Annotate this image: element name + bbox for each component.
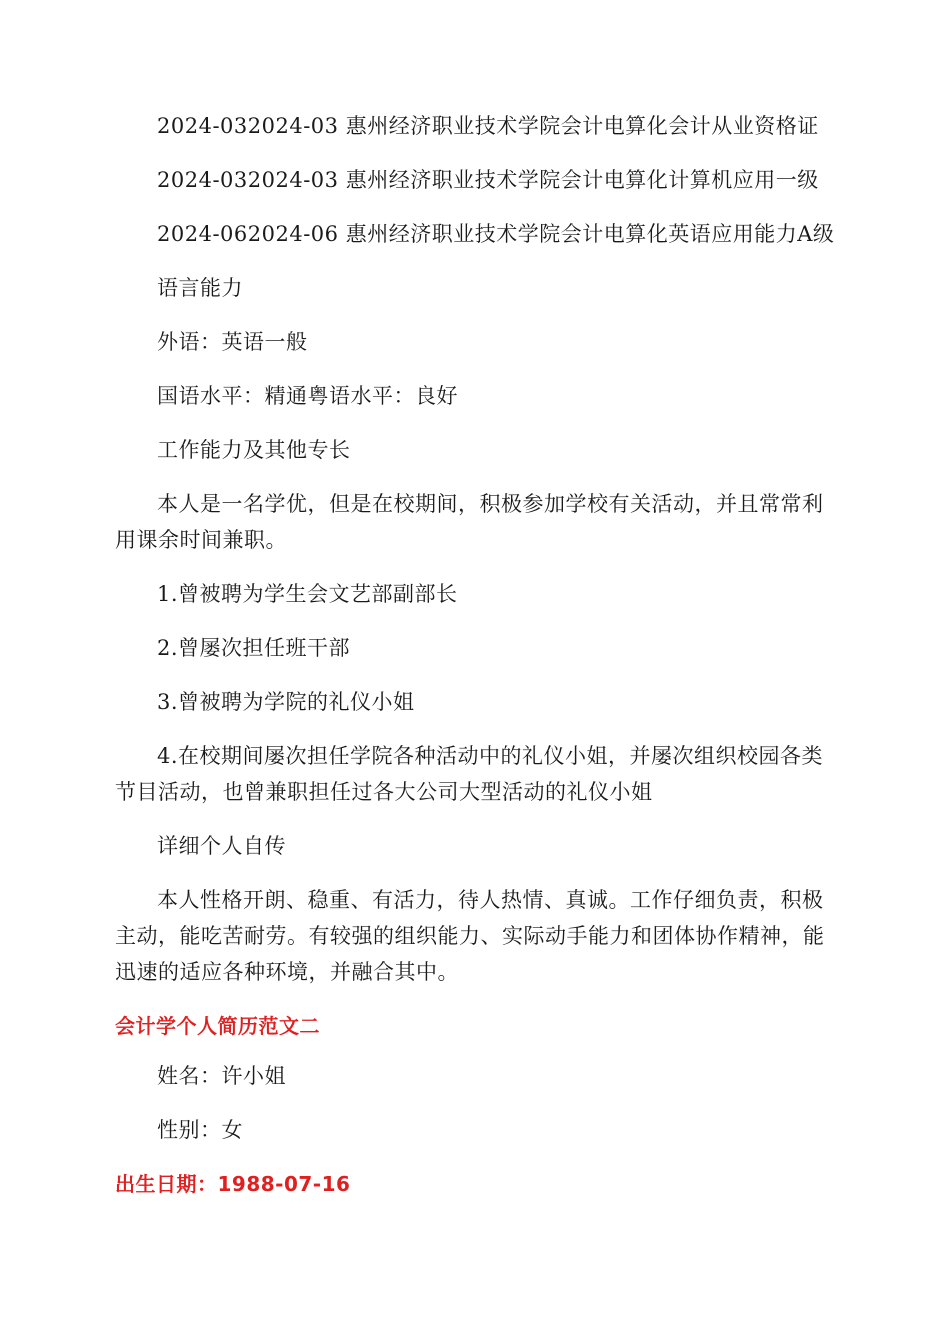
document-page [115, 108, 835, 1216]
sample2-birth: 出生日期：1988-07-16 [115, 1172, 351, 1196]
bio-text: 本人性格开朗、稳重、有活力，待人热情、真诚。工作仔细负责，积极主动，能吃苦耐劳。有较强的组织能力、实际动手能力和团体协作精神，能迅速的适应各种环境，并融合其中。 [115, 888, 825, 984]
skill-item-4: 4.在校期间屡次担任学院各种活动中的礼仪小姐，并屡次组织校园各类节目活动，也曾兼职担任过各大公司大型活动的礼仪小姐 [115, 744, 824, 804]
certificate-line-3: 2024-062024-06 惠州经济职业技术学院会计电算化英语应用能力A级 [157, 222, 835, 246]
skill-item-2: 2.曾屡次担任班干部 [157, 636, 351, 660]
certificate-line-2: 2024-032024-03 惠州经济职业技术学院会计电算化计算机应用一级 [157, 168, 819, 192]
foreign-language: 外语：英语一般 [157, 330, 308, 354]
language-heading: 语言能力 [157, 276, 243, 300]
skill-item-1: 1.曾被聘为学生会文艺部副部长 [157, 582, 458, 606]
skills-intro: 本人是一名学优，但是在校期间，积极参加学校有关活动，并且常常利用课余时间兼职。 [115, 492, 824, 552]
mandarin-level: 国语水平：精通粤语水平：良好 [157, 384, 458, 408]
sample2-gender: 性别：女 [157, 1118, 243, 1142]
sample2-name: 姓名：许小姐 [157, 1064, 286, 1088]
skill-item-3: 3.曾被聘为学院的礼仪小姐 [157, 690, 415, 714]
bio-heading: 详细个人自传 [157, 834, 286, 858]
certificate-line-1: 2024-032024-03 惠州经济职业技术学院会计电算化会计从业资格证 [157, 114, 819, 138]
sample2-title: 会计学个人简历范文二 [115, 1014, 320, 1038]
skills-heading: 工作能力及其他专长 [157, 438, 351, 462]
